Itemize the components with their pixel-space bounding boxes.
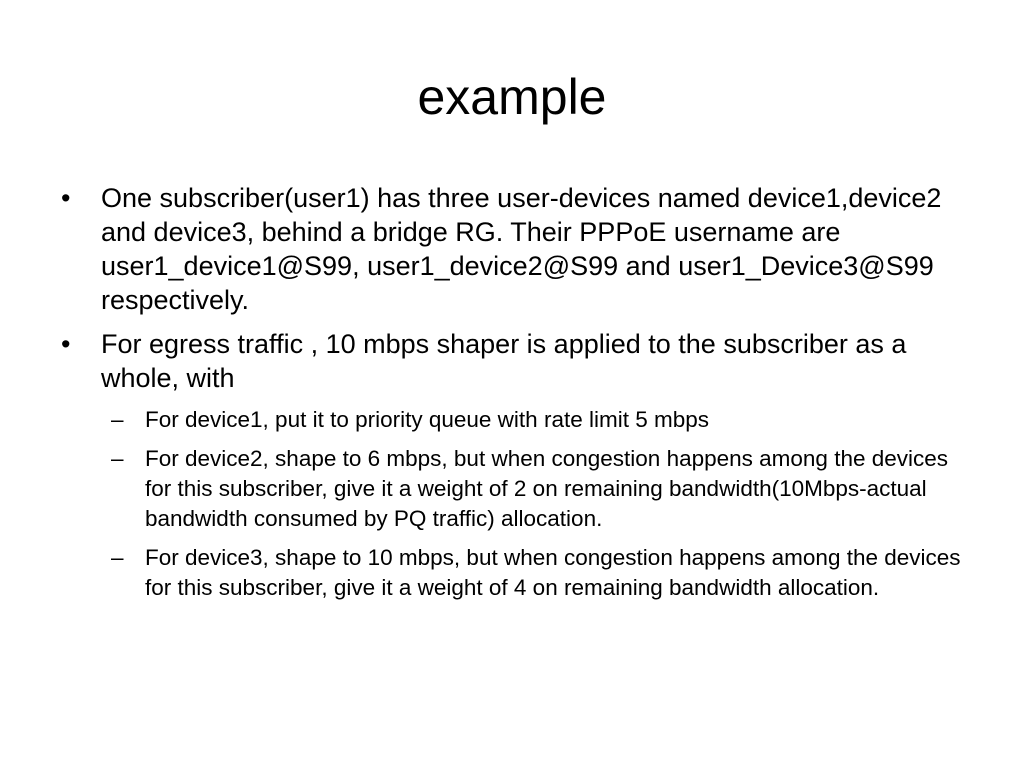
bullet-text: For egress traffic , 10 mbps shaper is applied to the subscriber as a whole, with	[101, 329, 907, 393]
bullet-marker: •	[61, 329, 71, 359]
sub-bullet-marker: –	[111, 407, 124, 432]
bullet-item	[56, 327, 976, 395]
sub-bullet-text: For device3, shape to 10 mbps, but when congestion happens among the devices for this subscriber, give it a weight of 4 on remaining bandwidth allocation.	[145, 545, 961, 600]
bullet-item	[56, 181, 976, 317]
sub-bullet-item	[101, 543, 976, 603]
sub-bullet-marker: –	[111, 545, 124, 570]
sub-bullet-text: For device2, shape to 6 mbps, but when congestion happens among the devices for this subscriber, give it a weight of 2 on remaining bandwidth(10Mbps-actual bandwidth consumed by PQ traffic) allocation.	[145, 446, 949, 531]
sub-bullet-item	[101, 405, 976, 435]
sub-bullet-text: For device1, put it to priority queue with rate limit 5 mbps	[145, 407, 709, 432]
sub-bullet-marker: –	[111, 446, 124, 471]
sub-bullet-item	[101, 444, 976, 534]
bullet-text: One subscriber(user1) has three user-devices named device1,device2 and device3, behind a bridge RG. Their PPPoE username are user1_device1@S99, user1_device2@S99 and user1_Device3@S99 respectively.	[101, 183, 942, 315]
sub-bullet-list	[56, 405, 976, 603]
slide-content	[56, 181, 976, 612]
bullet-marker: •	[61, 183, 71, 213]
slide-title: example	[417, 69, 607, 125]
